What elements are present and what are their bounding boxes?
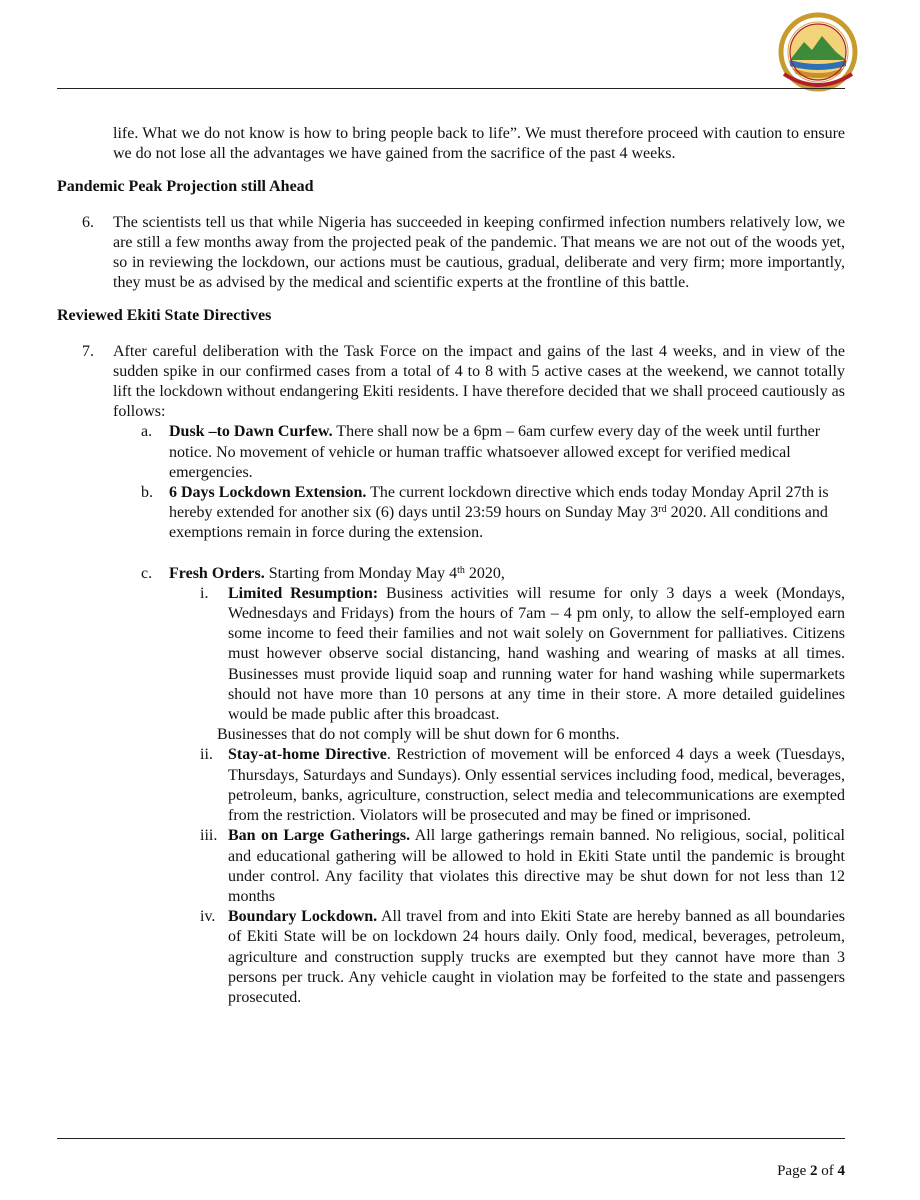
order-label: i. bbox=[200, 584, 209, 602]
page-current: 2 bbox=[810, 1163, 818, 1179]
directive-title: 6 Days Lockdown Extension. bbox=[169, 484, 367, 502]
directive-c bbox=[57, 564, 845, 584]
item-number: 6. bbox=[82, 213, 94, 231]
order-label: ii. bbox=[200, 746, 213, 764]
superscript: rd bbox=[658, 504, 667, 516]
businesses-note: Businesses that do not comply will be shut down for 6 months. bbox=[217, 726, 620, 744]
directive-text: There shall now be a 6pm – 6am curfew every day of the week until further notice. No movement of vehicle or human traffic whatsoever allowed except for verified medical emergencies. bbox=[169, 423, 821, 481]
order-text: Business activities will resume for only 3 days a week (Mondays, Wednesdays and Fridays) from the hours of 7am – 4 pm only, to allow the self-employed earn some income to feed their families and not wait solely on Government for palliatives. Citizens must however observe social distancing, hand washing and wearing of masks at all times. Businesses must provide liquid soap and running water for hand washing while supermarkets should not have more than 10 persons at any time in their store. A more detailed guidelines would be made public after this broadcast. bbox=[228, 584, 846, 724]
order-text: All travel from and into Ekiti State are hereby banned as all boundaries of Ekiti State will be on lockdown 24 hours daily. Only food, medical, beverages, petroleum, agriculture and construction supply trucks are exempted but they cannot have more than 3 persons per truck. Any vehicle caught in violation may be forfeited to the state and passengers prosecuted. bbox=[228, 908, 846, 1006]
order-text: All large gatherings remain banned. No religious, social, political and educational gathering will be allowed to hold in Ekiti State until the pandemic is brought under control. Any facility that violates this directive may be shut down for not less than 12 months bbox=[228, 827, 845, 905]
page-prefix: Page bbox=[777, 1163, 810, 1179]
footer-rule bbox=[57, 1138, 845, 1139]
ekiti-state-seal-icon bbox=[778, 12, 858, 92]
directive-label: a. bbox=[141, 423, 153, 441]
order-label: iii. bbox=[200, 827, 218, 845]
directive-text-end: 2020, bbox=[464, 564, 505, 582]
header-rule bbox=[57, 88, 845, 89]
directive-a bbox=[57, 422, 845, 483]
directive-title: Dusk –to Dawn Curfew. bbox=[169, 423, 333, 441]
intro-continuation: life. What we do not know is how to bring people back to life”. We must therefore proceed with caution to ensure we do not lose all the advantages we have gained from the sacrifice of the past 4 weeks. bbox=[113, 125, 845, 163]
order-label: iv. bbox=[200, 908, 216, 926]
order-text: . Restriction of movement will be enforced 4 days a week (Tuesdays, Thursdays, Saturdays and Sundays). Only essential services including food, medical, beverages, petroleum, banks, agriculture, construction, select media and telecommunications are exempted from the restriction. Violators will be prosecuted and may be fined or imprisoned. bbox=[228, 746, 845, 825]
directive-label: b. bbox=[141, 484, 153, 502]
order-title: Stay-at-home Directive bbox=[228, 746, 387, 764]
section-heading-peak: Pandemic Peak Projection still Ahead bbox=[57, 178, 314, 196]
directive-b bbox=[57, 483, 845, 544]
page-number bbox=[777, 1163, 845, 1180]
document-body bbox=[57, 124, 845, 1008]
fresh-order-iv bbox=[57, 907, 845, 1008]
item-number: 7. bbox=[82, 342, 94, 360]
order-title: Limited Resumption: bbox=[228, 584, 379, 602]
numbered-item-7 bbox=[57, 342, 845, 423]
numbered-item-6 bbox=[57, 213, 845, 294]
section-heading-directives: Reviewed Ekiti State Directives bbox=[57, 307, 272, 325]
fresh-order-i bbox=[57, 584, 845, 725]
directive-text-end: 2020. All conditions and exemptions remain in force during the extension. bbox=[169, 504, 828, 542]
fresh-order-ii bbox=[57, 745, 845, 826]
order-title: Boundary Lockdown. bbox=[228, 908, 378, 926]
order-title: Ban on Large Gatherings. bbox=[228, 827, 411, 845]
directive-title: Fresh Orders. bbox=[169, 564, 265, 582]
directive-label: c. bbox=[141, 564, 153, 582]
fresh-order-iii bbox=[57, 826, 845, 907]
superscript: th bbox=[457, 564, 465, 576]
item-text: The scientists tell us that while Nigeria has succeeded in keeping confirmed infection numbers relatively low, we are still a few months away from the projected peak of the pandemic. That means we are not out of the woods yet, so in reviewing the lockdown, our actions must be cautious, gradual, deliberate and very firm; more importantly, they must be as advised by the medical and scientific experts at the frontline of this battle. bbox=[113, 213, 845, 292]
item-text: After careful deliberation with the Task Force on the impact and gains of the last 4 weeks, and in view of the sudden spike in our confirmed cases from a total of 4 to 8 with 5 active cases at the weekend, we cannot totally lift the lockdown without endangering Ekiti residents. I have therefore decided that we shall proceed cautiously as follows: bbox=[113, 342, 845, 421]
directive-text: The current lockdown directive which ends today Monday April 27th is hereby extended for another six (6) days until 23:59 hours on Sunday May 3 bbox=[169, 484, 829, 522]
page-total: 4 bbox=[837, 1163, 845, 1179]
page-of: of bbox=[817, 1163, 838, 1179]
directive-text: Starting from Monday May 4 bbox=[264, 564, 458, 582]
